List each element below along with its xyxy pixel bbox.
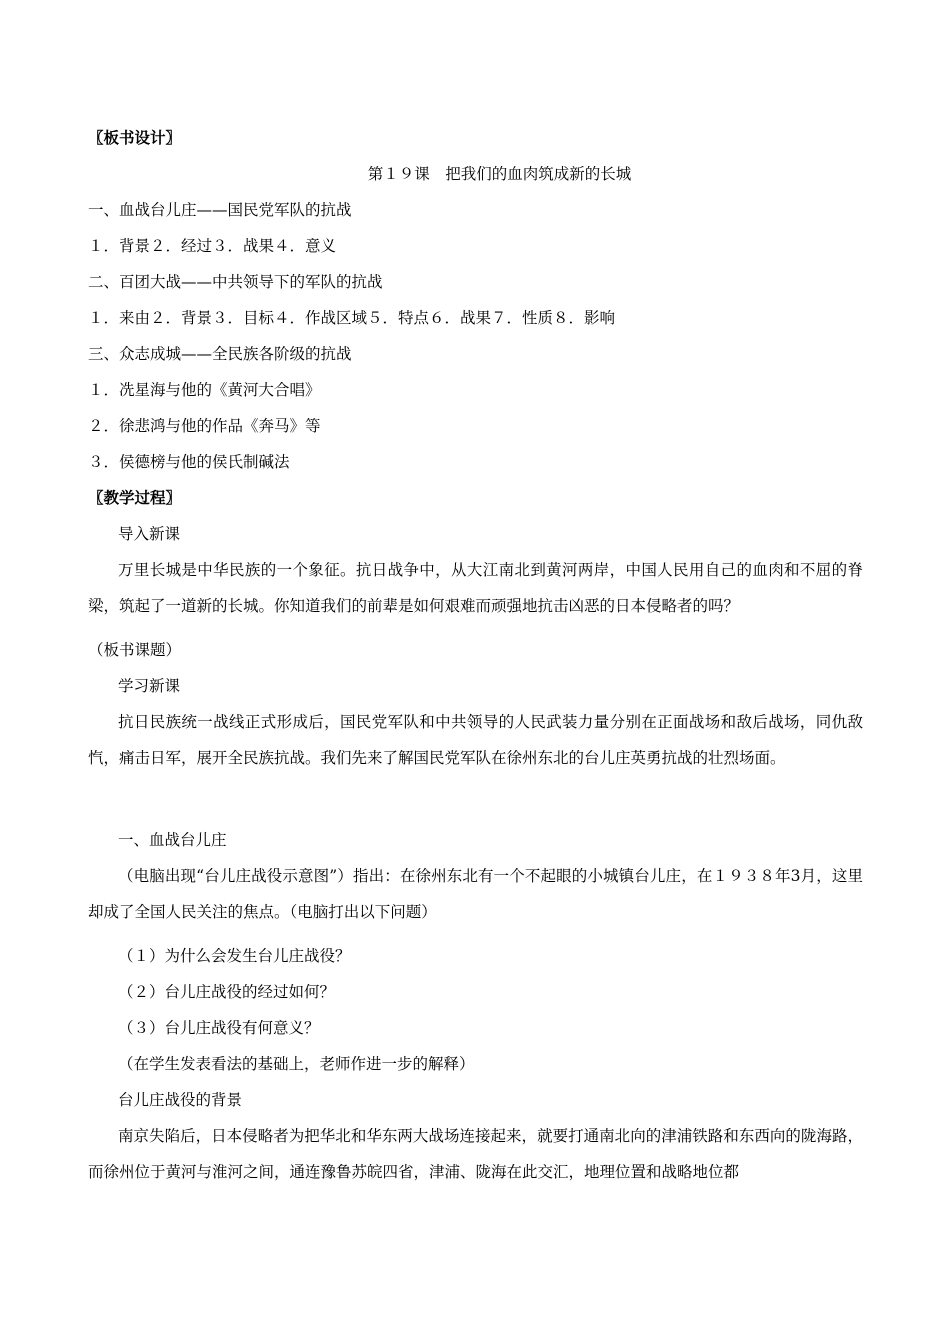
new-lesson-label: 学习新课 (118, 677, 181, 695)
question-item: （３）台儿庄战役有何意义？ (118, 1019, 320, 1037)
outline-item: ３．侯德榜与他的侯氏制碱法 (88, 453, 290, 471)
background-paragraph: 南京失陷后，日本侵略者为把华北和华东两大战场连接起来，就要打通南北向的津浦铁路和东西向的陇海路，而徐州位于黄河与淮河之间，通连豫鲁苏皖四省，津浦、陇海在此交汇，地理位置和战略地位都 (88, 1127, 863, 1181)
teaching-process-heading: 〖教学过程〗 (88, 488, 182, 507)
outline-item: １．背景２．经过３．战果４．意义 (88, 237, 337, 255)
intro-label: 导入新课 (118, 525, 181, 543)
section-title: 一、血战台儿庄 (118, 831, 227, 849)
intro-paragraph: 万里长城是中华民族的一个象征。抗日战争中，从大江南北到黄河两岸，中国人民用自己的血肉和不屈的脊梁，筑起了一道新的长城。你知道我们的前辈是如何艰难而顽强地抗击凶恶的日本侵略者的吗？ (88, 561, 863, 615)
outline-item: 二、百团大战——中共领导下的军队的抗战 (88, 273, 383, 291)
question-item: （１）为什么会发生台儿庄战役？ (118, 947, 351, 965)
intro-note: （板书课题） (88, 641, 182, 659)
lesson-title: 第１９课 把我们的血肉筑成新的长城 (367, 165, 632, 183)
board-design-heading: 〖板书设计〗 (88, 128, 182, 147)
background-label: 台儿庄战役的背景 (118, 1091, 243, 1109)
outline-item: 三、众志成城——全民族各阶级的抗战 (88, 345, 352, 363)
new-lesson-paragraph: 抗日民族统一战线正式形成后，国民党军队和中共领导的人民武装力量分别在正面战场和敌后战场，同仇敌忾，痛击日军，展开全民族抗战。我们先来了解国民党军队在徐州东北的台儿庄英勇抗战的壮烈场面。 (88, 713, 863, 767)
outline-item: １．冼星海与他的《黄河大合唱》 (88, 381, 321, 399)
outline-item: １．来由２．背景３．目标４．作战区域５．特点６．战果７．性质８．影响 (88, 309, 616, 327)
outline-item: ２．徐悲鸿与他的作品《奔马》等 (88, 417, 321, 435)
question-item: （２）台儿庄战役的经过如何？ (118, 983, 336, 1001)
outline-item: 一、血战台儿庄——国民党军队的抗战 (88, 201, 352, 219)
section-paragraph: （电脑出现“台儿庄战役示意图”）指出：在徐州东北有一个不起眼的小城镇台儿庄，在１９３８年3月，这里却成了全国人民关注的焦点。（电脑打出以下问题） (88, 867, 863, 921)
explain-note: （在学生发表看法的基础上，老师作进一步的解释） (118, 1055, 475, 1073)
